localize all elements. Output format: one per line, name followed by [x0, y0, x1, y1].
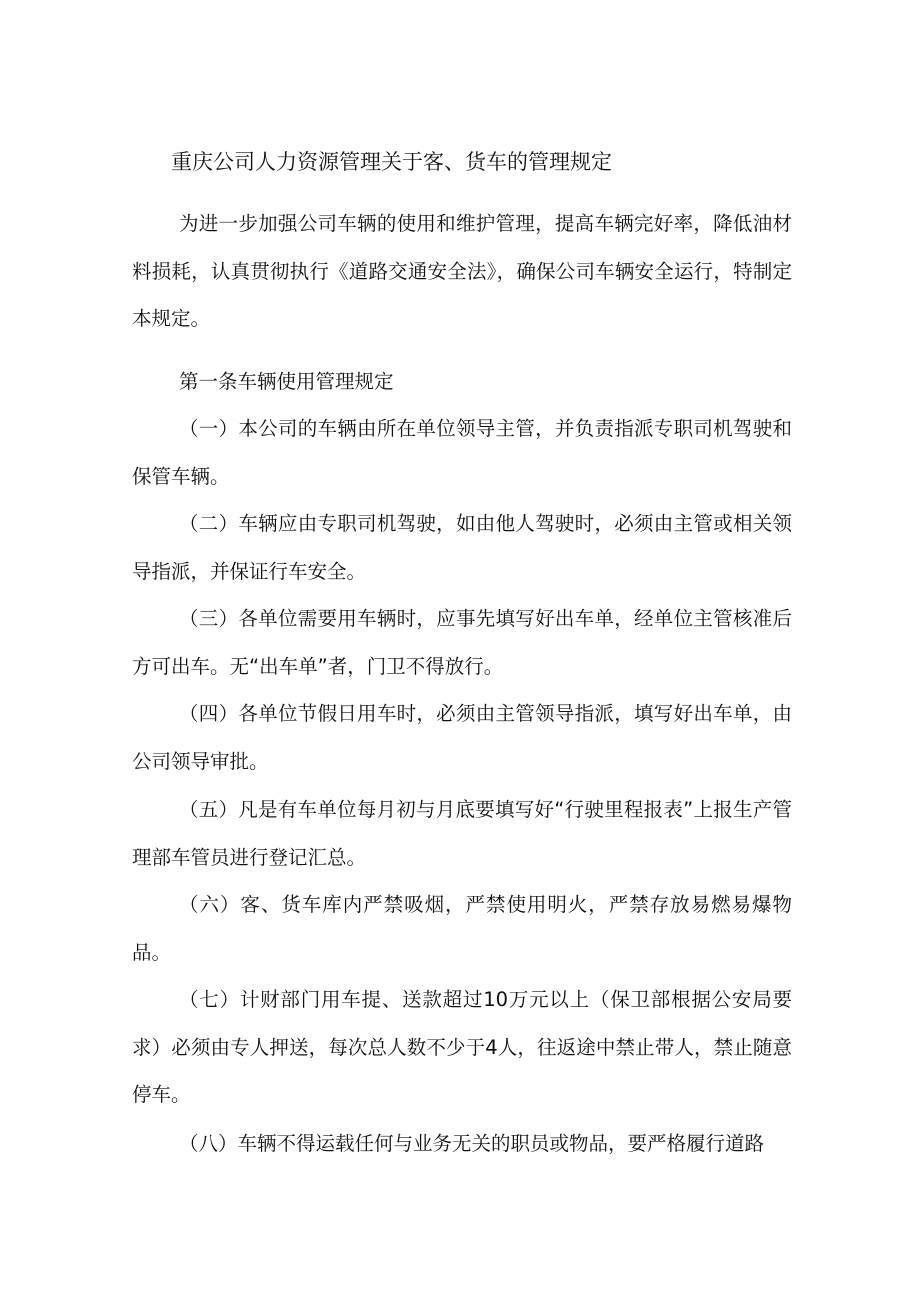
rule-item-8: （八）车辆不得运载任何与业务无关的职员或物品，要严格履行道路 — [179, 1132, 765, 1155]
rule-item-6: （六）客、货车库内严禁吸烟，严禁使用明火，严禁存放易燃易爆物品。 — [132, 893, 792, 964]
rule-item-5: （五）凡是有车单位每月初与月底要填写好“行驶里程报表”上报生产管理部车管员进行登记汇总。 — [132, 798, 792, 869]
rule-item-4: （四）各单位节假日用车时，必须由主管领导指派，填写好出车单，由公司领导审批。 — [132, 702, 792, 773]
rule-item-2: （二）车辆应由专职司机驾驶，如由他人驾驶时，必须由主管或相关领导指派，并保证行车安全。 — [132, 512, 792, 583]
section-heading: 第一条车辆使用管理规定 — [179, 370, 394, 393]
rule-item-3: （三）各单位需要用车辆时，应事先填写好出车单，经单位主管核准后方可出车。无“出车单”者，门卫不得放行。 — [132, 607, 792, 678]
rule-item-1: （一）本公司的车辆由所在单位领导主管，并负责指派专职司机驾驶和保管车辆。 — [132, 417, 792, 488]
rule-item-7: （七）计财部门用车提、送款超过10万元以上（保卫部根据公安局要求）必须由专人押送，每次总人数不少于4人，往返途中禁止带人，禁止随意停车。 — [132, 988, 792, 1106]
document-title: 重庆公司人力资源管理关于客、货车的管理规定 — [171, 150, 612, 174]
intro-paragraph: 为进一步加强公司车辆的使用和维护管理，提高车辆完好率，降低油材料损耗，认真贯彻执行《道路交通安全法》，确保公司车辆安全运行，特制定本规定。 — [132, 212, 792, 330]
